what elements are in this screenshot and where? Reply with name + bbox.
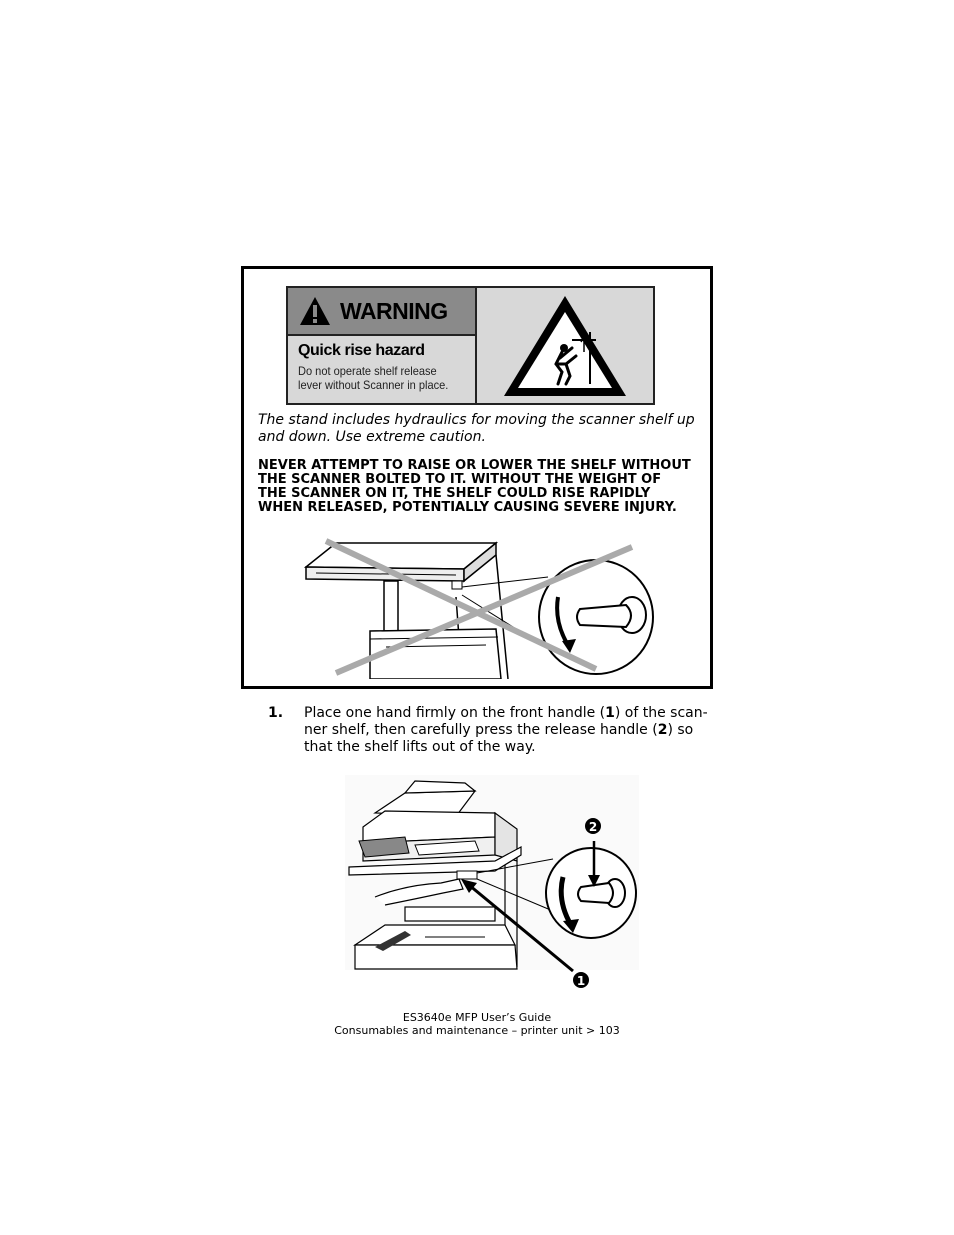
hazard-pictogram (477, 288, 653, 403)
warning-instructions: Do not operate shelf release lever without Scanner in place. (298, 364, 449, 392)
callout-ref-2: 2 (657, 722, 668, 738)
quick-rise-hazard-icon (500, 292, 630, 400)
footer-section-page: Consumables and maintenance – printer unit > 103 (334, 1024, 620, 1037)
warning-label-body (288, 336, 475, 403)
caution-text: The stand includes hydraulics for moving the scanner shelf up and down. Use extreme caution. (258, 412, 695, 445)
shelf-release-illustration (345, 775, 639, 990)
shelf-without-scanner-illustration (296, 537, 656, 679)
step-instruction: Place one hand firmly on the front handle (1) of the scan- ner shelf, then carefully press the release handle (2) so that the shelf lifts out of the way. (304, 705, 708, 755)
warning-label-header (288, 288, 475, 336)
callout-2-label: 2 (588, 820, 598, 834)
warning-title: WARNING (340, 297, 448, 324)
step-number: 1. (268, 705, 284, 721)
warning-label-text-panel (288, 288, 477, 403)
warning-subtitle: Quick rise hazard (298, 342, 425, 359)
warning-triangle-icon (298, 295, 332, 327)
warning-box (241, 266, 713, 689)
warning-label (286, 286, 655, 405)
danger-statement: NEVER ATTEMPT TO RAISE OR LOWER THE SHELF WITHOUT THE SCANNER BOLTED TO IT. WITHOUT THE WEIGHT OF THE SCANNER ON IT, THE SHELF COULD RISE RAPIDLY WHEN RELEASED, POTENTIALLY CAUSING SEVERE INJURY. (258, 458, 691, 515)
callout-1-label: 1 (576, 974, 586, 988)
callout-ref-1: 1 (605, 705, 615, 721)
footer-title: ES3640e MFP User’s Guide (402, 1011, 552, 1024)
